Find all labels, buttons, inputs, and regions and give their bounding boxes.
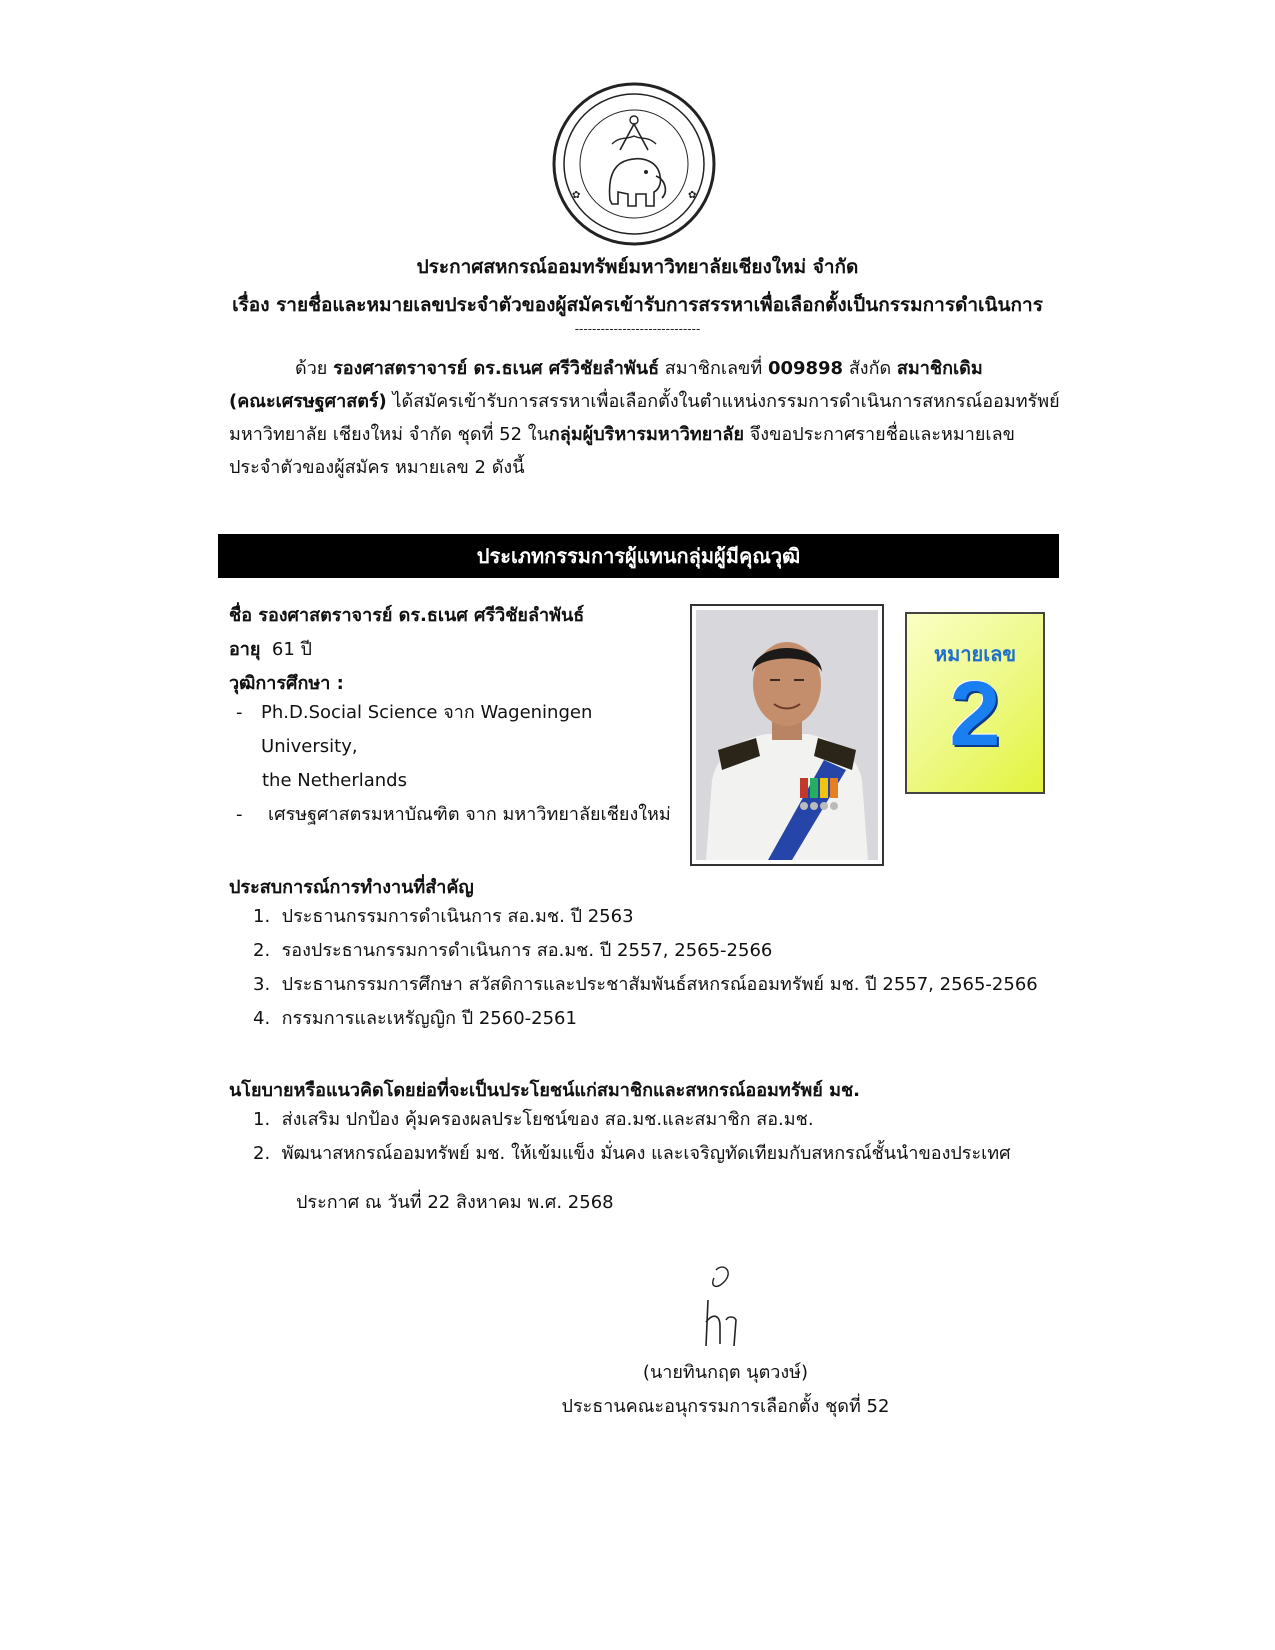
list-item-continuation: the Netherlands (262, 770, 407, 791)
intro-paragraph (229, 352, 1089, 484)
svg-text:✿: ✿ (572, 190, 581, 201)
signatory-title: ประธานคณะอนุกรรมการเลือกตั้ง ชุดที่ 52 (561, 1396, 890, 1417)
announcement-date: ประกาศ ณ วันที่ 22 สิงหาคม พ.ศ. 2568 (296, 1192, 614, 1213)
announcement-subject: เรื่อง รายชื่อและหมายเลขประจำตัวของผู้สมัครเข้ารับการสรรหาเพื่อเลือกตั้งเป็นกรรมการดำเนินการ (232, 294, 1043, 316)
cooperative-seal-logo (550, 80, 718, 248)
list-item: - Ph.D.Social Science จาก Wageningen University, (236, 702, 593, 757)
list-item: 4. กรรมการและเหรัญญิก ปี 2560-2561 (253, 1008, 577, 1029)
education-label: วุฒิการศึกษา : (229, 673, 344, 694)
experience-heading: ประสบการณ์การทำงานที่สำคัญ (229, 877, 474, 898)
announcement-title: ประกาศสหกรณ์ออมทรัพย์มหาวิทยาลัยเชียงใหม่ จำกัด (416, 256, 859, 278)
list-item: - เศรษฐศาสตรมหาบัณฑิต จาก มหาวิทยาลัยเชียงใหม่ (236, 804, 671, 825)
title-separator: ----------------------------- (574, 322, 701, 336)
candidate-number-box (905, 612, 1045, 794)
candidate-age: อายุ 61 ปี (229, 639, 312, 660)
list-item: 2. รองประธานกรรมการดำเนินการ สอ.มช. ปี 2557, 2565-2566 (253, 940, 773, 961)
education-list (236, 696, 676, 832)
category-banner: ประเภทกรรมการผู้แทนกลุ่มผู้มีคุณวุฒิ (218, 534, 1059, 578)
svg-text:✿: ✿ (688, 190, 697, 201)
signature (690, 1260, 750, 1350)
policy-heading: นโยบายหรือแนวคิดโดยย่อที่จะเป็นประโยชน์แก่สมาชิกและสหกรณ์ออมทรัพย์ มช. (229, 1080, 861, 1101)
intro-line-4: ประจำตัวของผู้สมัคร หมายเลข 2 ดังนี้ (229, 457, 525, 478)
candidate-number-value: 2 (949, 663, 1001, 765)
list-item: 1. ส่งเสริม ปกป้อง คุ้มครองผลประโยชน์ของ สอ.มช.และสมาชิก สอ.มช. (253, 1109, 814, 1130)
list-item: 2. พัฒนาสหกรณ์ออมทรัพย์ มช. ให้เข้มแข็ง มั่นคง และเจริญทัดเทียมกับสหกรณ์ชั้นนำของประเทศ (253, 1143, 1011, 1164)
intro-line-3: มหาวิทยาลัย เชียงใหม่ จำกัด ชุดที่ 52 ในกลุ่มผู้บริหารมหาวิทยาลัย จึงขอประกาศรายชื่อและหมายเลข (229, 424, 1015, 445)
policy-list (253, 1103, 1133, 1171)
list-item: 3. ประธานกรรมการศึกษา สวัสดิการและประชาสัมพันธ์สหกรณ์ออมทรัพย์ มช. ปี 2557, 2565-2566 (253, 974, 1038, 995)
candidate-number-label: หมายเลข (933, 642, 1017, 666)
experience-list (253, 900, 1133, 1036)
candidate-photo-frame (690, 604, 884, 866)
intro-line-1: ด้วย รองศาสตราจารย์ ดร.ธเนศ ศรีวิชัยลำพันธ์ สมาชิกเลขที่ 009898 สังกัด สมาชิกเดิม (295, 358, 983, 379)
signatory-name: (นายทินกฤต นุตวงษ์) (642, 1362, 809, 1383)
candidate-name: ชื่อ รองศาสตราจารย์ ดร.ธเนศ ศรีวิชัยลำพันธ์ (229, 605, 585, 626)
candidate-photo (696, 610, 878, 860)
intro-line-2: (คณะเศรษฐศาสตร์) ได้สมัครเข้ารับการสรรหาเพื่อเลือกตั้งในตำแหน่งกรรมการดำเนินการสหกรณ์ออมทรัพย์ (229, 391, 1060, 412)
list-item: 1. ประธานกรรมการดำเนินการ สอ.มช. ปี 2563 (253, 906, 634, 927)
